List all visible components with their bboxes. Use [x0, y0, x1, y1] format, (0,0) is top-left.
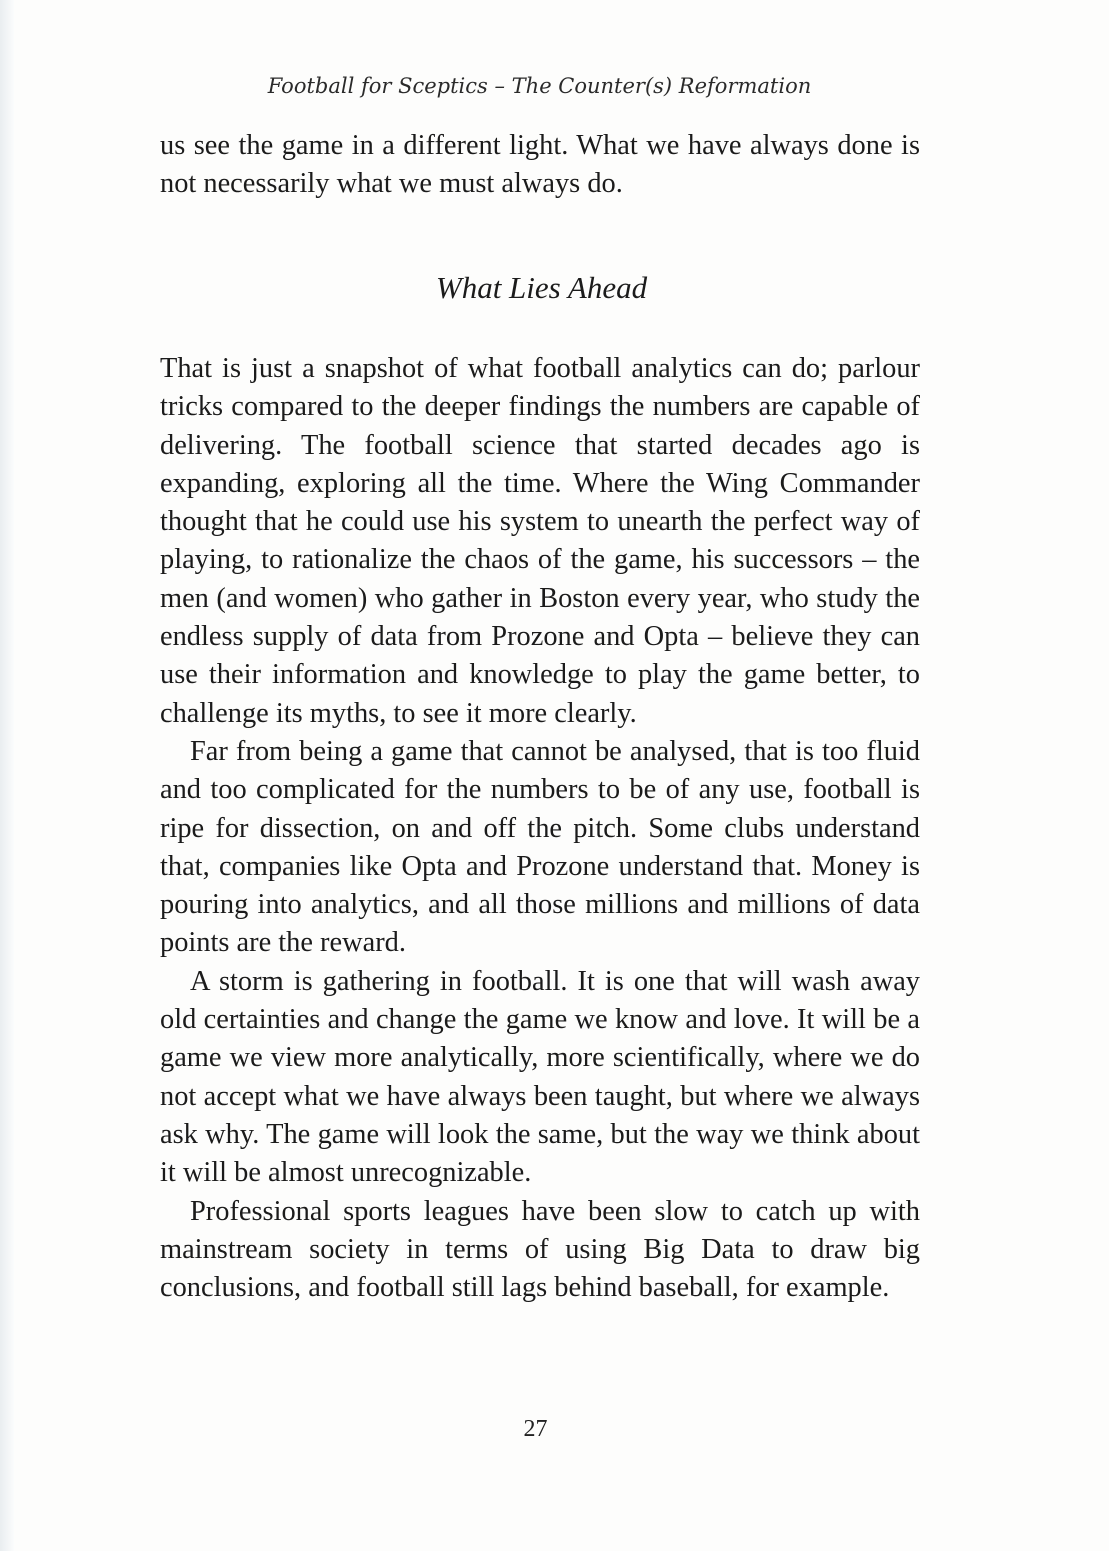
body-text [160, 350, 920, 1307]
paragraph-2: Far from being a game that cannot be analysed, that is too fluid and too complicated for the numbers to be of any use, football is ripe for dissection, on and off the pitch. Some clubs understand that, companies like Opta and Prozone understand that. Money is pouring into analytics, and all those millions and millions of data points are the reward. [160, 735, 920, 959]
paragraph-1: That is just a snapshot of what football analytics can do; parlour tricks compared to the deeper findings the numbers are capable of delivering. The football science that started decades ago is expanding, exploring all the time. Where the Wing Commander thought that he could use his system to unearth the perfect way of playing, to rationalize the chaos of the game, his successors – the men (and women) who gather in Boston every year, who study the endless supply of data from Prozone and Opta – believe they can use their information and knowledge to play the game better, to challenge its myths, to see it more clearly. [160, 353, 920, 729]
page-edge-shadow [0, 0, 14, 1551]
continuation-paragraph: us see the game in a different light. What we have always done is not necessarily what we must always do. [160, 130, 920, 200]
running-head: Football for Sceptics – The Counter(s) Reformation [267, 74, 812, 98]
page-number: 27 [523, 1416, 548, 1442]
continuation-block [160, 127, 920, 204]
section-heading: What Lies Ahead [435, 270, 648, 305]
paragraph-4: Professional sports leagues have been slow to catch up with mainstream society in terms of using Big Data to draw big conclusions, and football still lags behind baseball, for example. [160, 1195, 920, 1304]
paragraph-3: A storm is gathering in football. It is one that will wash away old certainties and change the game we know and love. It will be a game we view more analytically, more scientifically, where we do not accept what we have always been taught, but where we always ask why. The game will look the same, but the way we think about it will be almost unrecognizable. [160, 965, 920, 1189]
